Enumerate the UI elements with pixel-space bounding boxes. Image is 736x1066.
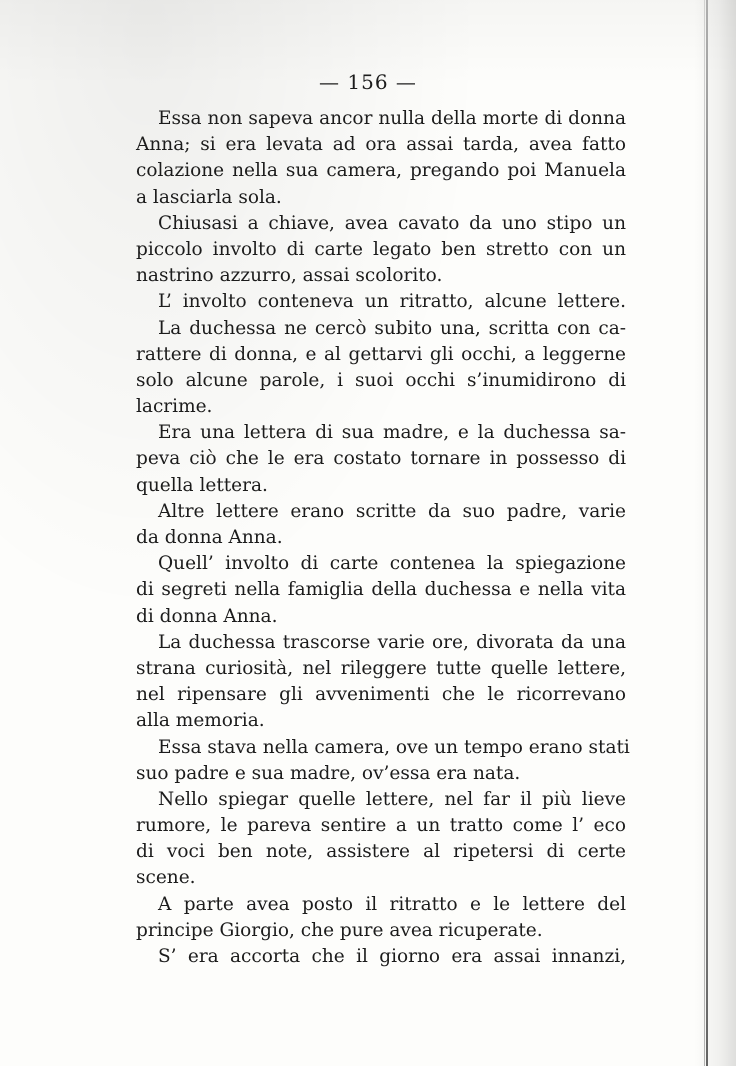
- text-line: piccolo involto di carte legato ben stretto con un: [136, 238, 626, 260]
- text-line: Chiusasi a chiave, avea cavato da uno stipo un: [158, 212, 626, 234]
- text-line: rumore, le pareva sentire a un tratto come l’ eco: [136, 815, 626, 837]
- text-line: scene.: [136, 867, 196, 889]
- text-line: principe Giorgio, che pure avea ricuperate.: [136, 919, 543, 941]
- page-binding-edge-secondary: [704, 0, 705, 1066]
- text-line: di voci ben note, assistere al ripetersi di certe: [136, 841, 626, 863]
- text-line: Anna; si era levata ad ora assai tarda, avea fatto: [136, 134, 626, 156]
- text-line: a lasciarla sola.: [136, 186, 282, 208]
- text-line: solo alcune parole, i suoi occhi s’inumidirono di: [136, 369, 626, 391]
- text-line: Nello spiegar quelle lettere, nel far il più lieve: [158, 788, 626, 810]
- text-line: rattere di donna, e al gettarvi gli occhi, a leggerne: [136, 343, 626, 365]
- text-line: alla memoria.: [136, 710, 265, 732]
- text-line: nastrino azzurro, assai scolorito.: [136, 265, 443, 287]
- text-line: Altre lettere erano scritte da suo padre, varie: [158, 500, 626, 522]
- page-number: — 156 —: [319, 70, 417, 94]
- text-line: Era una lettera di sua madre, e la duchessa sa-: [158, 422, 626, 444]
- text-line: Quell’ involto di carte contenea la spiegazione: [158, 553, 626, 575]
- text-line: di donna Anna.: [136, 605, 278, 627]
- text-line: da donna Anna.: [136, 527, 283, 548]
- text-line: S’ era accorta che il giorno era assai innanzi,: [158, 946, 626, 967]
- text-line: Essa non sapeva ancor nulla della morte di donna: [158, 108, 626, 129]
- text-line: La duchessa ne cercò subito una, scritta con ca-: [158, 317, 626, 339]
- text-line: A parte avea posto il ritratto e le lettere del: [158, 893, 626, 915]
- text-line: colazione nella sua camera, pregando poi Manuela: [136, 160, 626, 182]
- text-line: strana curiosità, nel rileggere tutte quelle lettere,: [136, 657, 626, 679]
- body-text: [136, 106, 630, 970]
- text-line: Essa stava nella camera, ove un tempo erano stati: [158, 736, 630, 758]
- page-edge-shadow: [694, 0, 736, 1066]
- text-line: di segreti nella famiglia della duchessa e nella vita: [136, 579, 626, 601]
- text-line: peva ciò che le era costato tornare in possesso di: [136, 448, 626, 470]
- text-line: lacrime.: [136, 396, 213, 418]
- page-binding-edge: [706, 0, 708, 1066]
- text-line: La duchessa trascorse varie ore, divorata da una: [158, 631, 626, 653]
- text-line: quella lettera.: [136, 474, 268, 496]
- text-line: nel ripensare gli avvenimenti che le ricorrevano: [136, 684, 626, 706]
- text-line: L’ involto conteneva un ritratto, alcune lettere.: [158, 291, 626, 313]
- text-line: suo padre e sua madre, ov’essa era nata.: [136, 762, 521, 784]
